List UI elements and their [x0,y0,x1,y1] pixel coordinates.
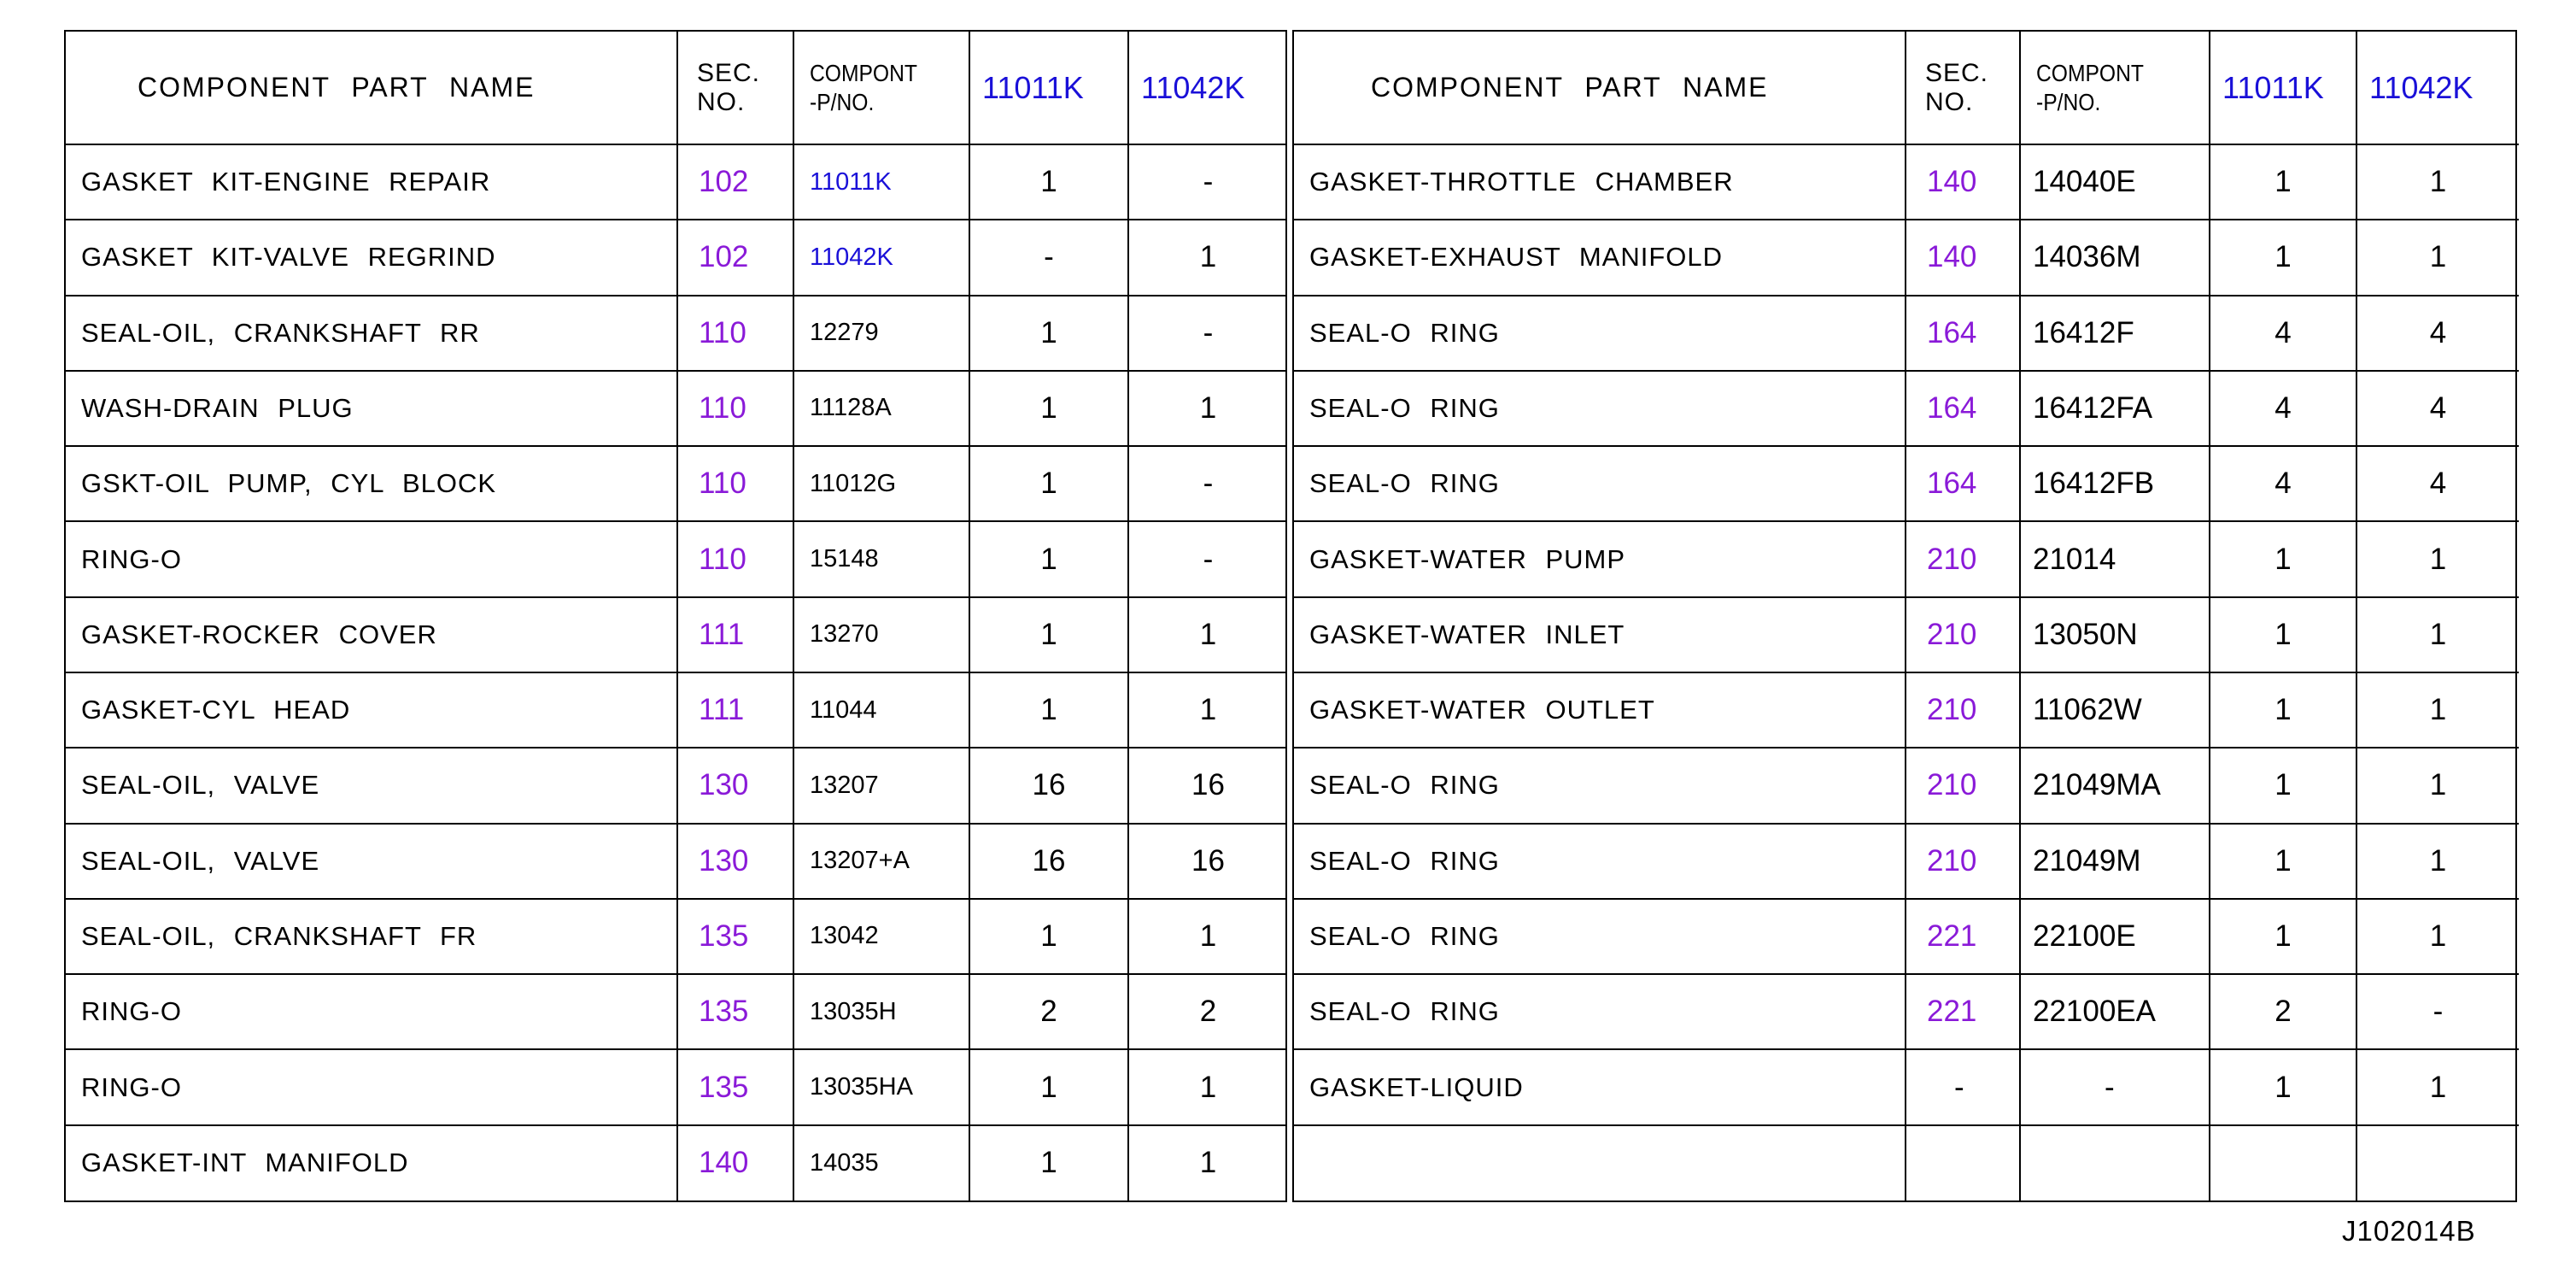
qty-11011k-cell: 1 [969,144,1128,220]
table-row [66,974,1287,1049]
qty-11042k-cell: 1 [1128,1049,1287,1124]
header-compont-pno: COMPONT -P/NO. [2020,32,2210,144]
parts-table-right [1292,30,2517,1202]
table-row [66,748,1287,823]
table-row [66,899,1287,974]
header-component-part-name: COMPONENT PART NAME [1294,32,1906,144]
part-name-cell: SEAL-O RING [1294,296,1906,371]
part-name-cell: GASKET-INT MANIFOLD [66,1125,677,1200]
table-row [1294,144,2519,220]
qty-11042k-cell: 1 [2356,672,2519,748]
part-name-cell: RING-O [66,974,677,1049]
part-name-cell: GASKET-WATER INLET [1294,597,1906,672]
part-number-cell: 13035H [793,974,969,1049]
qty-11042k-cell: 1 [2356,521,2519,596]
table-row [1294,597,2519,672]
table-row [1294,824,2519,899]
part-number-cell: 13035HA [793,1049,969,1124]
part-number-cell: 13042 [793,899,969,974]
qty-11011k-cell: 4 [2210,296,2356,371]
qty-11011k-cell: 1 [969,371,1128,446]
qty-11042k-cell: - [1128,144,1287,220]
header-sec-no: SEC. NO. [1906,32,2020,144]
sec-no-cell: 130 [677,748,793,823]
part-number-cell: 16412FB [2020,446,2210,521]
table-row [66,1125,1287,1200]
part-name-cell: SEAL-OIL, VALVE [66,824,677,899]
part-name-cell: SEAL-OIL, VALVE [66,748,677,823]
qty-11011k-cell: 1 [2210,220,2356,295]
sec-no-cell: 102 [677,220,793,295]
part-name-cell: SEAL-O RING [1294,748,1906,823]
part-name-cell: SEAL-O RING [1294,974,1906,1049]
qty-11042k-cell [2356,1125,2519,1200]
qty-11042k-cell: - [2356,974,2519,1049]
qty-11042k-cell: 1 [2356,144,2519,220]
qty-11011k-cell: 1 [2210,672,2356,748]
sec-no-cell: 221 [1906,974,2020,1049]
sec-no-cell: 111 [677,597,793,672]
header-sec-no: SEC. NO. [677,32,793,144]
table-row [66,1049,1287,1124]
qty-11042k-cell: 1 [1128,220,1287,295]
part-name-cell: GASKET KIT-VALVE REGRIND [66,220,677,295]
part-number-cell: 22100E [2020,899,2210,974]
sec-no-cell: 164 [1906,371,2020,446]
part-number-cell [2020,1125,2210,1200]
part-number-cell: 13050N [2020,597,2210,672]
sec-no-cell: 164 [1906,446,2020,521]
header-kit-11011k: 11011K [969,32,1128,144]
part-number-cell: 11128A [793,371,969,446]
qty-11042k-cell: 4 [2356,296,2519,371]
sec-no-cell: 111 [677,672,793,748]
sec-no-cell: 135 [677,899,793,974]
part-name-cell: GASKET-WATER PUMP [1294,521,1906,596]
qty-11011k-cell: 1 [969,899,1128,974]
qty-11011k-cell: 4 [2210,446,2356,521]
table-row [1294,1049,2519,1124]
parts-table-left [64,30,1287,1202]
part-name-cell: GASKET KIT-ENGINE REPAIR [66,144,677,220]
part-name-cell: GASKET-CYL HEAD [66,672,677,748]
qty-11042k-cell: 2 [1128,974,1287,1049]
qty-11042k-cell: 4 [2356,446,2519,521]
table-row [1294,1125,2519,1200]
qty-11011k-cell: 1 [969,1125,1128,1200]
table-row [1294,672,2519,748]
qty-11042k-cell: 1 [2356,824,2519,899]
table-row [66,144,1287,220]
part-name-cell: WASH-DRAIN PLUG [66,371,677,446]
part-name-cell: SEAL-O RING [1294,446,1906,521]
table-row [1294,748,2519,823]
qty-11011k-cell: 4 [2210,371,2356,446]
sec-no-cell: 210 [1906,748,2020,823]
qty-11042k-cell: 1 [2356,597,2519,672]
qty-11011k-cell: 16 [969,824,1128,899]
qty-11011k-cell: 2 [969,974,1128,1049]
qty-11042k-cell: 1 [1128,899,1287,974]
table-row [66,672,1287,748]
sec-no-cell: 135 [677,974,793,1049]
qty-11011k-cell: 1 [969,446,1128,521]
qty-11011k-cell: 16 [969,748,1128,823]
qty-11042k-cell: 16 [1128,748,1287,823]
parts-table-left-grid [66,32,1287,1200]
part-number-cell: 11011K [793,144,969,220]
part-number-cell: 21014 [2020,521,2210,596]
part-number-cell: 11062W [2020,672,2210,748]
part-number-cell: 21049M [2020,824,2210,899]
header-row [66,32,1287,144]
table-row [1294,220,2519,295]
header-kit-11042k: 11042K [1128,32,1287,144]
sec-no-cell: 221 [1906,899,2020,974]
qty-11042k-cell: 1 [1128,672,1287,748]
sec-no-cell: 110 [677,521,793,596]
part-name-cell: SEAL-O RING [1294,899,1906,974]
qty-11042k-cell: 1 [2356,1049,2519,1124]
table-row [66,597,1287,672]
header-kit-11011k: 11011K [2210,32,2356,144]
part-name-cell: GASKET-THROTTLE CHAMBER [1294,144,1906,220]
part-number-cell: 13207+A [793,824,969,899]
sec-no-cell: 110 [677,296,793,371]
table-row [66,220,1287,295]
part-name-cell: SEAL-O RING [1294,824,1906,899]
part-number-cell: 11044 [793,672,969,748]
table-row [66,824,1287,899]
part-name-cell: SEAL-O RING [1294,371,1906,446]
part-number-cell: 22100EA [2020,974,2210,1049]
sec-no-cell: 135 [677,1049,793,1124]
sec-no-cell: 140 [1906,144,2020,220]
qty-11042k-cell: 1 [2356,748,2519,823]
part-number-cell: 21049MA [2020,748,2210,823]
part-number-cell: 14040E [2020,144,2210,220]
part-number-cell: 13270 [793,597,969,672]
qty-11011k-cell: 1 [969,1049,1128,1124]
table-row [66,371,1287,446]
qty-11042k-cell: 1 [1128,597,1287,672]
qty-11011k-cell: - [969,220,1128,295]
header-compont-pno: COMPONT -P/NO. [793,32,969,144]
part-name-cell: GASKET-LIQUID [1294,1049,1906,1124]
qty-11011k-cell: 1 [2210,899,2356,974]
part-number-cell: 15148 [793,521,969,596]
part-name-cell [1294,1125,1906,1200]
part-name-cell: GASKET-WATER OUTLET [1294,672,1906,748]
qty-11042k-cell: - [1128,446,1287,521]
header-kit-11042k: 11042K [2356,32,2519,144]
part-number-cell: 14035 [793,1125,969,1200]
qty-11011k-cell: 1 [2210,748,2356,823]
qty-11011k-cell: 2 [2210,974,2356,1049]
table-row [1294,371,2519,446]
sec-no-cell: 130 [677,824,793,899]
qty-11011k-cell: 1 [2210,824,2356,899]
header-component-part-name: COMPONENT PART NAME [66,32,677,144]
qty-11011k-cell: 1 [969,296,1128,371]
sec-no-cell: 210 [1906,672,2020,748]
sec-no-cell: 140 [677,1125,793,1200]
sec-no-cell: 102 [677,144,793,220]
qty-11011k-cell: 1 [2210,1049,2356,1124]
header-row [1294,32,2519,144]
table-row [1294,296,2519,371]
sec-no-cell: 110 [677,371,793,446]
part-number-cell: 11042K [793,220,969,295]
qty-11042k-cell: 1 [1128,1125,1287,1200]
drawing-number: J102014B [2342,1215,2476,1247]
table-row [1294,974,2519,1049]
qty-11011k-cell: 1 [2210,144,2356,220]
qty-11042k-cell: 16 [1128,824,1287,899]
parts-table-sheet [64,30,2517,1202]
table-row [1294,446,2519,521]
qty-11011k-cell: 1 [2210,597,2356,672]
qty-11011k-cell [2210,1125,2356,1200]
part-name-cell: GASKET-EXHAUST MANIFOLD [1294,220,1906,295]
table-row [66,521,1287,596]
qty-11042k-cell: 1 [2356,899,2519,974]
sec-no-cell: - [1906,1049,2020,1124]
parts-table-right-grid [1294,32,2519,1200]
part-name-cell: GASKET-ROCKER COVER [66,597,677,672]
sec-no-cell: 210 [1906,597,2020,672]
sec-no-cell: 140 [1906,220,2020,295]
sec-no-cell [1906,1125,2020,1200]
sec-no-cell: 164 [1906,296,2020,371]
part-name-cell: SEAL-OIL, CRANKSHAFT RR [66,296,677,371]
part-number-cell: 13207 [793,748,969,823]
part-number-cell: 16412FA [2020,371,2210,446]
table-row [66,446,1287,521]
part-name-cell: RING-O [66,521,677,596]
part-name-cell: RING-O [66,1049,677,1124]
qty-11042k-cell: 1 [2356,220,2519,295]
part-number-cell: 11012G [793,446,969,521]
qty-11042k-cell: 4 [2356,371,2519,446]
part-number-cell: 14036M [2020,220,2210,295]
qty-11011k-cell: 1 [969,597,1128,672]
qty-11011k-cell: 1 [2210,521,2356,596]
table-row [1294,521,2519,596]
qty-11011k-cell: 1 [969,672,1128,748]
part-number-cell: 16412F [2020,296,2210,371]
table-row [1294,899,2519,974]
qty-11042k-cell: - [1128,296,1287,371]
sec-no-cell: 210 [1906,521,2020,596]
table-row [66,296,1287,371]
qty-11042k-cell: 1 [1128,371,1287,446]
qty-11011k-cell: 1 [969,521,1128,596]
part-number-cell: 12279 [793,296,969,371]
part-number-cell: - [2020,1049,2210,1124]
part-name-cell: GSKT-OIL PUMP, CYL BLOCK [66,446,677,521]
qty-11042k-cell: - [1128,521,1287,596]
sec-no-cell: 210 [1906,824,2020,899]
sec-no-cell: 110 [677,446,793,521]
part-name-cell: SEAL-OIL, CRANKSHAFT FR [66,899,677,974]
